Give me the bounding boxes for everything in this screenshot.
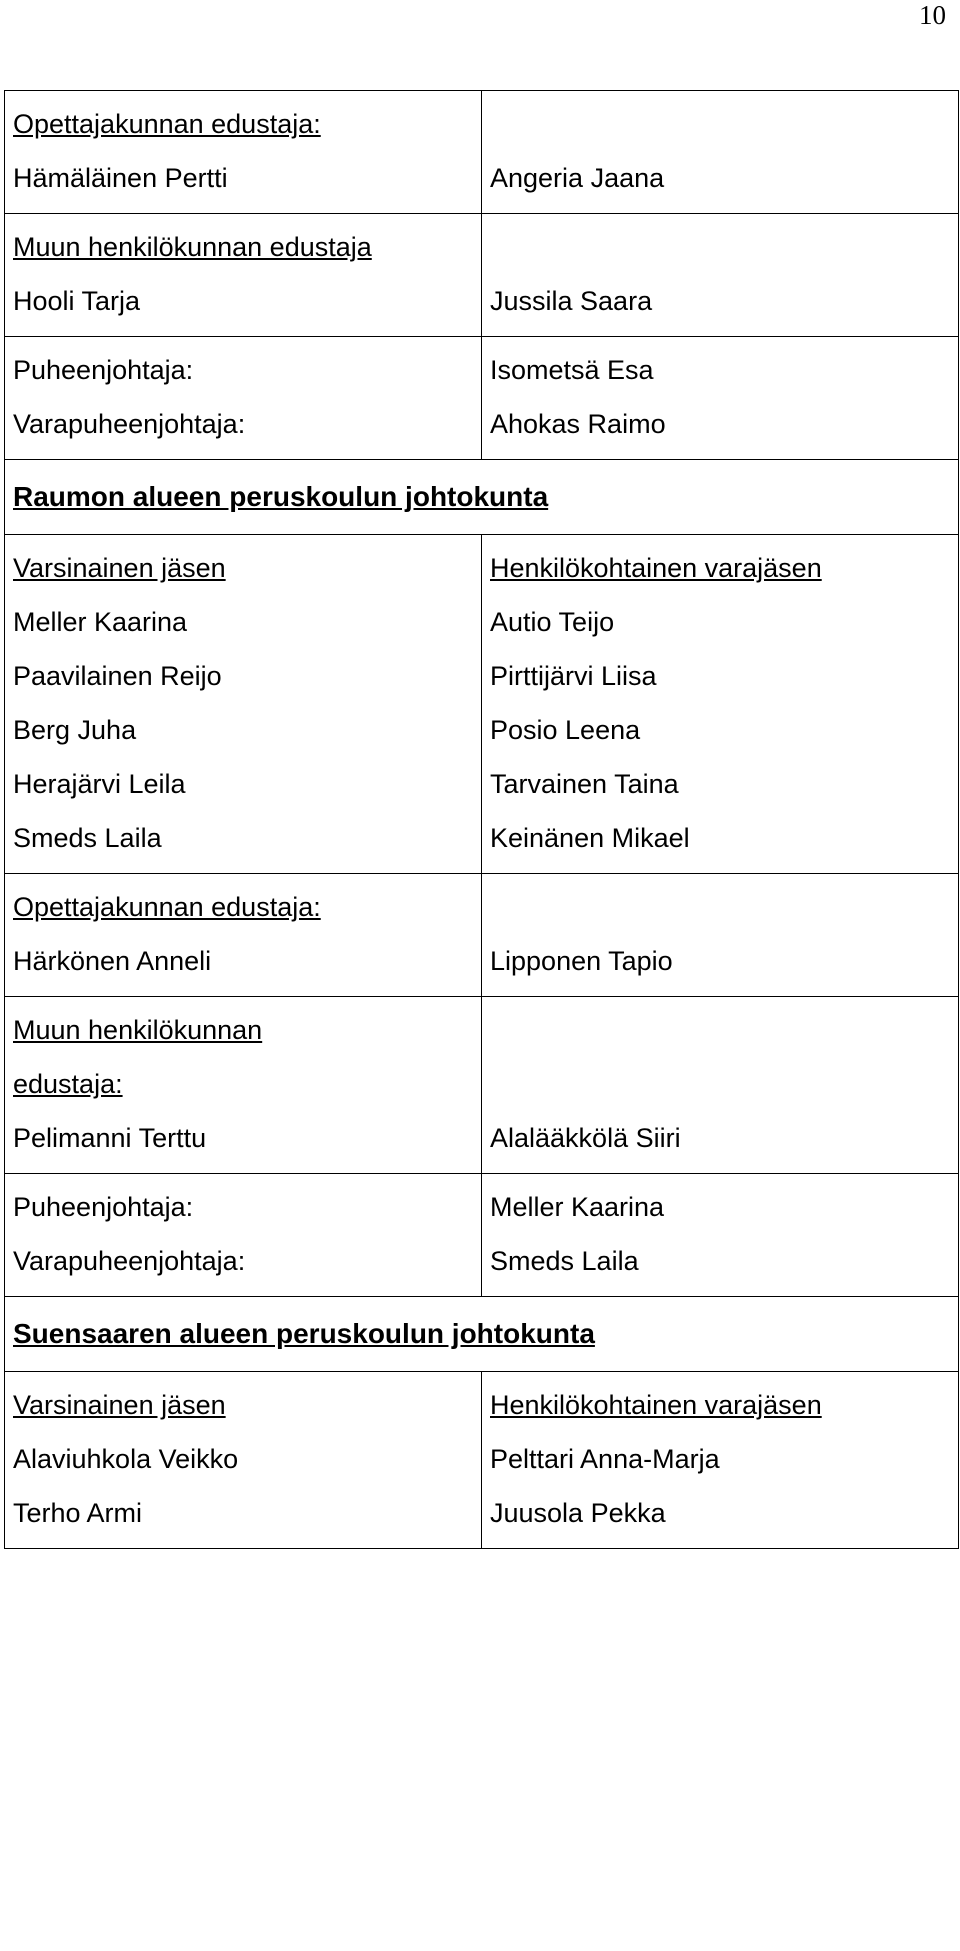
- section-title: Suensaaren alueen peruskoulun johtokunta: [13, 1318, 595, 1349]
- cell-line: Terho Armi: [13, 1498, 143, 1528]
- member-row: [5, 874, 959, 997]
- member-cell-primary: [5, 1372, 482, 1549]
- member-cell-primary: [5, 1174, 482, 1297]
- cell-line: Pelttari Anna-Marja: [490, 1444, 720, 1474]
- cell-heading: Opettajakunnan edustaja:: [13, 892, 321, 922]
- member-cell-deputy: [482, 337, 959, 460]
- member-cell-deputy: [482, 874, 959, 997]
- member-cell-deputy: [482, 214, 959, 337]
- cell-line: Alaviuhkola Veikko: [13, 1444, 239, 1474]
- cell-heading: Varsinainen jäsen: [13, 553, 226, 583]
- cell-line: Lipponen Tapio: [490, 946, 673, 976]
- cell-line: [490, 97, 950, 151]
- member-cell-primary: [5, 337, 482, 460]
- cell-line: Jussila Saara: [490, 286, 653, 316]
- member-row: [5, 535, 959, 874]
- cell-line: Smeds Laila: [490, 1246, 639, 1276]
- member-row: [5, 214, 959, 337]
- cell-heading: Muun henkilökunnan edustaja: [13, 232, 372, 262]
- member-cell-deputy: [482, 535, 959, 874]
- section-title-row: [5, 460, 959, 535]
- member-cell-primary: [5, 214, 482, 337]
- section-title: Raumon alueen peruskoulun johtokunta: [13, 481, 549, 512]
- cell-line: Paavilainen Reijo: [13, 661, 222, 691]
- cell-line: Varapuheenjohtaja:: [13, 1246, 246, 1276]
- section-title-cell: [5, 1297, 959, 1372]
- member-row: [5, 997, 959, 1174]
- cell-line: Tarvainen Taina: [490, 769, 679, 799]
- cell-line: [490, 1003, 950, 1057]
- cell-heading: Muun henkilökunnan: [13, 1015, 263, 1045]
- member-cell-deputy: [482, 1372, 959, 1549]
- cell-line: [490, 1057, 950, 1111]
- cell-line: Keinänen Mikael: [490, 823, 690, 853]
- cell-line: Pelimanni Terttu: [13, 1123, 207, 1153]
- cell-line: Juusola Pekka: [490, 1498, 666, 1528]
- cell-heading: Henkilökohtainen varajäsen: [490, 553, 822, 583]
- cell-line: Hooli Tarja: [13, 286, 141, 316]
- member-row: [5, 1174, 959, 1297]
- cell-line: Autio Teijo: [490, 607, 615, 637]
- cell-heading: Varsinainen jäsen: [13, 1390, 226, 1420]
- cell-line: Pirttijärvi Liisa: [490, 661, 657, 691]
- member-cell-deputy: [482, 91, 959, 214]
- member-row: [5, 337, 959, 460]
- cell-line: Varapuheenjohtaja:: [13, 409, 246, 439]
- cell-heading: Opettajakunnan edustaja:: [13, 109, 321, 139]
- section-title-cell: [5, 460, 959, 535]
- cell-line: Posio Leena: [490, 715, 641, 745]
- cell-line: Hämäläinen Pertti: [13, 163, 228, 193]
- cell-line: [490, 880, 950, 934]
- cell-heading: Henkilökohtainen varajäsen: [490, 1390, 822, 1420]
- cell-line: Alalääkkölä Siiri: [490, 1123, 681, 1153]
- cell-line: Härkönen Anneli: [13, 946, 212, 976]
- cell-line: Smeds Laila: [13, 823, 162, 853]
- cell-line: Berg Juha: [13, 715, 137, 745]
- member-cell-primary: [5, 874, 482, 997]
- member-cell-primary: [5, 535, 482, 874]
- cell-line: Angeria Jaana: [490, 163, 665, 193]
- cell-heading: edustaja:: [13, 1069, 123, 1099]
- member-cell-primary: [5, 997, 482, 1174]
- cell-line: Meller Kaarina: [13, 607, 188, 637]
- cell-line: Meller Kaarina: [490, 1192, 665, 1222]
- cell-line: Ahokas Raimo: [490, 409, 666, 439]
- member-cell-deputy: [482, 1174, 959, 1297]
- cell-line: [490, 220, 950, 274]
- page-number: 10: [919, 0, 946, 30]
- member-cell-primary: [5, 91, 482, 214]
- member-row: [5, 91, 959, 214]
- cell-line: Puheenjohtaja:: [13, 355, 194, 385]
- member-row: [5, 1372, 959, 1549]
- members-table: [4, 90, 959, 1549]
- section-title-row: [5, 1297, 959, 1372]
- member-cell-deputy: [482, 997, 959, 1174]
- cell-line: Isometsä Esa: [490, 355, 654, 385]
- cell-line: Herajärvi Leila: [13, 769, 186, 799]
- cell-line: Puheenjohtaja:: [13, 1192, 194, 1222]
